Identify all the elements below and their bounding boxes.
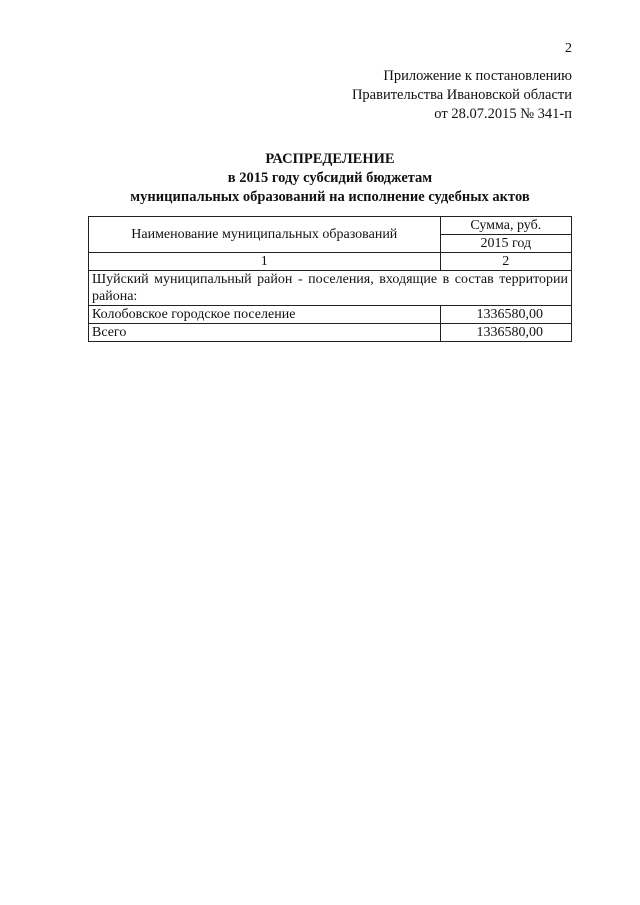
appendix-line-3: от 28.07.2015 № 341-п: [434, 106, 572, 122]
distribution-table: [88, 216, 572, 342]
total-value-cell: 1336580,00: [440, 324, 571, 342]
group-label-cell: Шуйский муниципальный район - поселения, входящие в состав территории района:: [89, 271, 572, 306]
header-name-cell: Наименование муниципальных образований: [89, 217, 441, 253]
title-line-1: РАСПРЕДЕЛЕНИЕ: [265, 151, 395, 167]
page-number: 2: [565, 41, 572, 56]
total-name-cell: Всего: [89, 324, 441, 342]
column-number-2: 2: [440, 253, 571, 271]
title-line-3: муниципальных образований на исполнение судебных актов: [130, 189, 530, 205]
column-number-row: [89, 253, 572, 271]
header-year-cell: 2015 год: [440, 235, 571, 253]
document-title: [88, 150, 572, 207]
header-sum-cell: Сумма, руб.: [440, 217, 571, 235]
column-number-1: 1: [89, 253, 441, 271]
group-row: [89, 271, 572, 306]
table-header-row: [89, 217, 572, 235]
row-value-cell: 1336580,00: [440, 306, 571, 324]
title-line-2: в 2015 году субсидий бюджетам: [227, 170, 433, 186]
table-row-total: [89, 324, 572, 342]
table-row: [89, 306, 572, 324]
appendix-line-2: Правительства Ивановской области: [351, 87, 572, 103]
appendix-line-1: Приложение к постановлению: [383, 68, 572, 84]
appendix-reference: [272, 67, 572, 124]
row-name-cell: Колобовское городское поселение: [89, 306, 441, 324]
